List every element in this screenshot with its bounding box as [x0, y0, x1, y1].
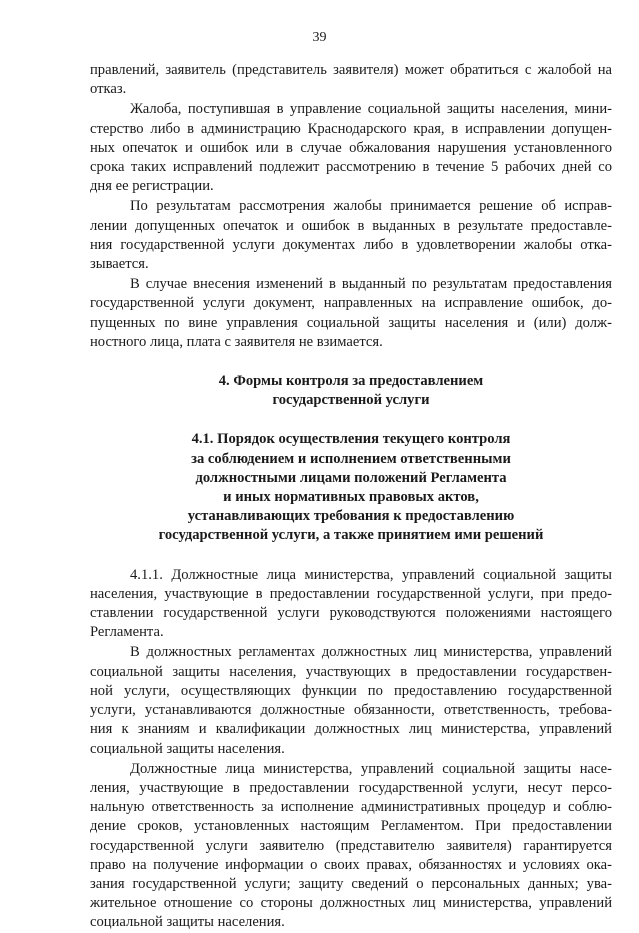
paragraph-3 — [90, 197, 612, 274]
text-line: дение сроков, установленных настоящим Регламентом. При предоставлении — [90, 818, 612, 835]
text-line: зывается. — [90, 256, 149, 273]
section-heading-4 — [90, 372, 612, 410]
text-line: населения, участвующие в предоставлении государственной услуги, при предо- — [90, 585, 612, 602]
text-line: услуги, устанавливаются должностные обязанности, ответственность, требова- — [90, 702, 612, 719]
text-line: Жалоба, поступившая в управление социальной защиты населения, мини- — [130, 101, 612, 118]
paragraph-7 — [90, 760, 612, 933]
text-line: правлений, заявитель (представитель заявителя) может обратиться с жалобой на — [90, 62, 612, 78]
text-line: стерство либо в администрацию Краснодарского края, в исправлении допущен- — [90, 120, 612, 137]
heading-line: и иных нормативных правовых актов, — [223, 489, 479, 506]
paragraph-1 — [90, 61, 612, 99]
text-line: дня ее регистрации. — [90, 178, 214, 195]
text-line: ставлении государственной услуги руководствуются положениями настоящего — [90, 605, 612, 622]
paragraph-5 — [90, 566, 612, 643]
text-line: Регламента. — [90, 624, 164, 641]
paragraph-4 — [90, 275, 612, 352]
text-line: ной услуги, осуществляющих функции по предоставлению государственной — [90, 682, 612, 699]
text-line: лении допущенных опечаток и ошибок в выданных в результате предоставле- — [90, 217, 612, 234]
section-heading-4-1 — [90, 430, 612, 545]
heading-line: 4. Формы контроля за предоставлением — [218, 373, 484, 390]
text-line: ных опечаток и ошибок или в случае обжалования нарушения установленного — [90, 139, 612, 156]
text-line: пущенных по вине управления социальной защиты населения и (или) долж- — [90, 314, 612, 331]
text-line: социальной защиты населения, участвующих в предоставлении государствен- — [90, 663, 612, 680]
text-line: государственной услуги документ, направленных на исправление ошибок, до- — [90, 295, 612, 312]
text-line: В случае внесения изменений в выданный по результатам предоставления — [130, 276, 612, 293]
text-line: отказ. — [90, 81, 127, 98]
text-line: право на получение информации о своих правах, обязанностях и условиях ока- — [90, 856, 612, 873]
text-line: ления, участвующие в предоставлении государственной услуги, несут персо- — [90, 779, 612, 796]
paragraph-6 — [90, 643, 612, 758]
text-line: государственной услуги заявителю (представителю заявителя) гарантируется — [90, 837, 612, 854]
text-line: срока таких исправлений подлежит рассмотрению в течение 5 рабочих дней со — [90, 159, 612, 176]
page-number: 39 — [312, 30, 327, 45]
text-line: социальной защиты населения. — [90, 914, 285, 931]
text-line: Должностные лица министерства, управлений социальной защиты насе- — [130, 760, 612, 777]
paragraph-2 — [90, 100, 612, 196]
heading-line: устанавливающих требования к предоставлению — [187, 508, 515, 525]
text-line: В должностных регламентах должностных лиц министерства, управлений — [130, 644, 612, 661]
document-body — [90, 58, 612, 933]
text-line: зания государственной услуги; защиту сведений о персональных данных; ува- — [90, 875, 612, 892]
heading-line: государственной услуги, а также принятием ими решений — [158, 527, 544, 544]
heading-line: за соблюдением и исполнением ответственными — [191, 450, 511, 467]
text-line: социальной защиты населения. — [90, 740, 285, 757]
heading-line: 4.1. Порядок осуществления текущего контроля — [191, 431, 511, 448]
text-line: ностного лица, плата с заявителя не взимается. — [90, 333, 383, 350]
text-line: ния к знаниям и квалификации должностных лиц министерства, управлений — [90, 721, 612, 738]
text-line: жительное отношение со стороны должностных лиц министерства, управлений — [90, 895, 612, 912]
text-line: По результатам рассмотрения жалобы принимается решение об исправ- — [130, 198, 612, 215]
heading-line: государственной услуги — [272, 392, 430, 409]
text-line: 4.1.1. Должностные лица министерства, управлений социальной защиты — [130, 566, 612, 583]
heading-line: должностными лицами положений Регламента — [195, 469, 507, 486]
text-line: ния государственной услуги документах либо в удовлетворении жалобы отка- — [90, 236, 612, 253]
text-line: нальную ответственность за исполнение административных процедур и соблю- — [90, 799, 612, 816]
